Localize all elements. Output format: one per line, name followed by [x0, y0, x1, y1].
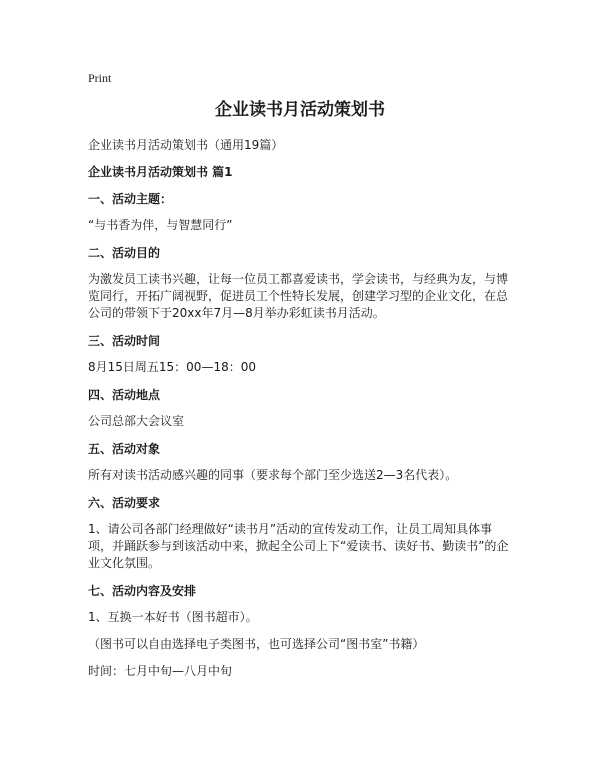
section-body-location: 公司总部大会议室	[88, 414, 185, 428]
section-body-requirements: 1、请公司各部门经理做好“读书月”活动的宣传发动工作，让员工周知具体事项，并踊跃参与到该活动中来，掀起全公司上下“爱读书、读好书、勤读书”的企业文化氛围。	[88, 522, 509, 570]
document-title: 企业读书月活动策划书	[215, 100, 385, 120]
content-item: 1、互换一本好书（图书超市）。	[88, 610, 258, 624]
section-title: 企业读书月活动策划书 篇1	[88, 165, 233, 179]
section-body-audience: 所有对读书活动感兴趣的同事（要求每个部门至少选送2—3名代表）。	[88, 468, 458, 482]
section-heading-purpose: 二、活动目的	[88, 246, 161, 260]
section-heading-location: 四、活动地点	[88, 388, 161, 402]
section-body-purpose: 为激发员工读书兴趣，让每一位员工都喜爱读书，学会读书，与经典为友，与博览同行，开拓广阔视野，促进员工个性特长发展，创建学习型的企业文化，在总公司的带领下于20xx年7月—8月举办彩虹读书月活动。	[88, 272, 509, 320]
section-body-time: 8月15日周五15：00—18：00	[88, 360, 256, 374]
section-body-theme: “与书香为伴，与智慧同行”	[88, 218, 233, 232]
section-heading-content: 七、活动内容及安排	[88, 584, 197, 598]
section-heading-requirements: 六、活动要求	[88, 496, 161, 510]
section-heading-theme: 一、活动主题：	[88, 192, 173, 206]
section-heading-time: 三、活动时间	[88, 334, 161, 348]
print-link[interactable]: Print	[88, 71, 112, 85]
content-item: （图书可以自由选择电子类图书，也可选择公司“图书室”书籍）	[88, 637, 425, 651]
content-item: 时间：七月中旬—八月中旬	[88, 664, 233, 678]
document-subtitle: 企业读书月活动策划书（通用19篇）	[88, 138, 284, 152]
section-heading-audience: 五、活动对象	[88, 442, 161, 456]
